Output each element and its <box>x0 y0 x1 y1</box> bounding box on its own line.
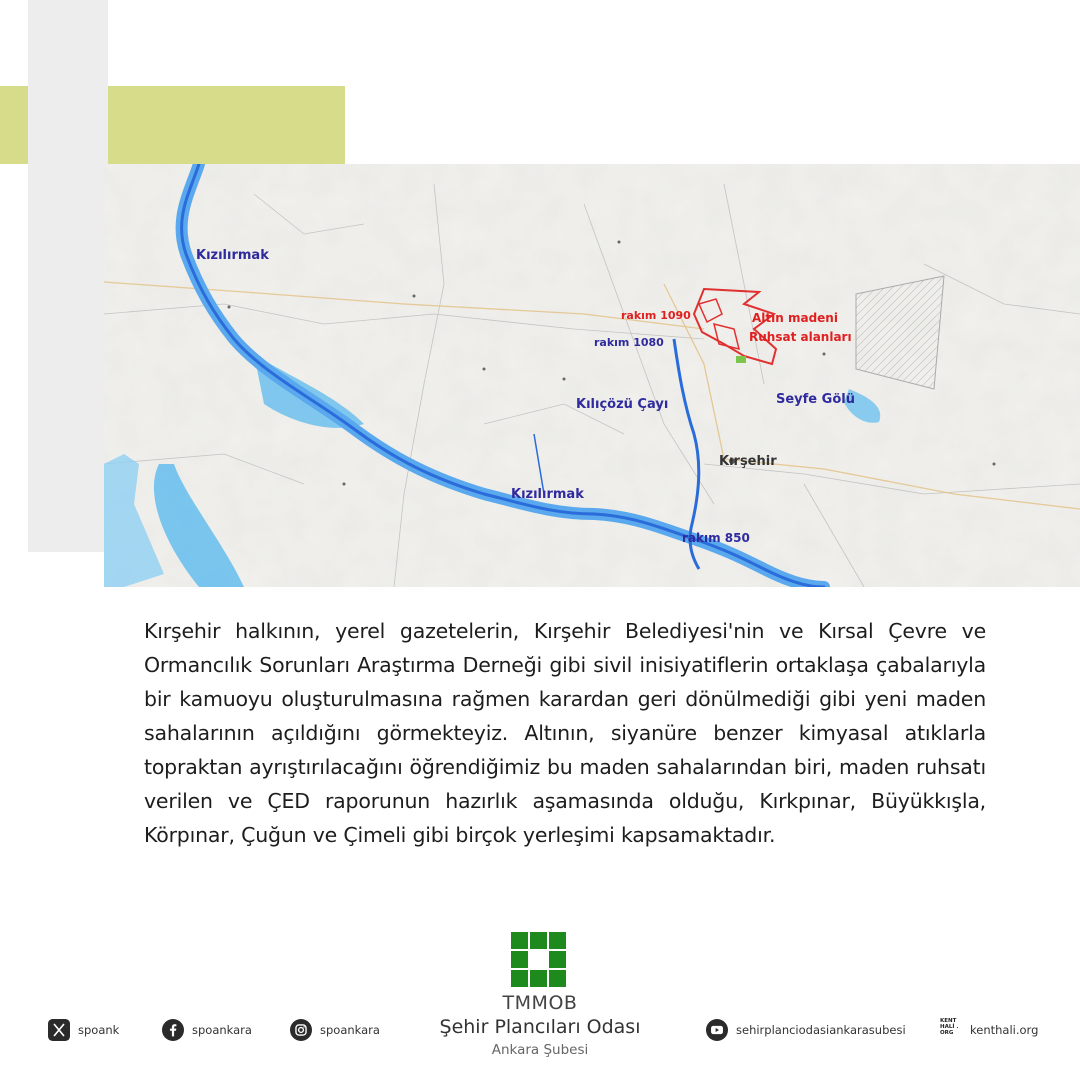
decor-grey-bar <box>28 0 108 552</box>
spo-logo-icon <box>511 932 566 987</box>
map-image <box>104 164 1080 587</box>
youtube-icon <box>706 1019 728 1041</box>
instagram-icon <box>290 1019 312 1041</box>
green-marker <box>736 356 746 363</box>
footer-x[interactable] <box>48 1018 119 1042</box>
label-rakim-1090: rakım 1090 <box>621 309 691 322</box>
tmmob-logo <box>420 932 660 1062</box>
logo-branch: Ankara Şubesi <box>491 1042 589 1058</box>
decor-green-block-left <box>0 86 28 164</box>
label-kizilirmak-top: Kızılırmak <box>196 248 269 263</box>
footer-youtube[interactable] <box>706 1018 906 1042</box>
label-kirsehir: Kırşehir <box>719 454 777 469</box>
label-seyfe-golu: Seyfe Gölü <box>776 392 855 407</box>
facebook-icon <box>162 1019 184 1041</box>
footer-website[interactable] <box>940 1018 1038 1042</box>
label-rakim-850: rakım 850 <box>682 531 750 545</box>
footer-youtube-handle: sehirplanciodasiankarasubesi <box>736 1023 906 1037</box>
footer-instagram-handle: spoankara <box>320 1023 380 1037</box>
label-kilicozu-cayi: Kılıçözü Çayı <box>576 397 669 412</box>
footer-facebook-handle: spoankara <box>192 1023 252 1037</box>
label-ruhsat-alanlari: Ruhsat alanları <box>749 330 852 344</box>
label-rakim-1080: rakım 1080 <box>594 336 664 349</box>
restricted-area <box>856 276 944 389</box>
map-svg <box>104 164 1080 587</box>
label-kizilirmak-bottom: Kızılırmak <box>511 487 584 502</box>
kenthali-logo-icon: KENT HALİ .ORG <box>940 1018 959 1036</box>
logo-org-name: Şehir Plancıları Odası <box>439 1016 641 1038</box>
decor-green-block-top <box>108 86 345 164</box>
footer-x-handle: spoank <box>78 1023 120 1037</box>
logo-tmmob: TMMOB <box>502 992 578 1014</box>
footer-facebook[interactable] <box>162 1018 252 1042</box>
body-paragraph: Kırşehir halkının, yerel gazetelerin, Kırşehir Belediyesi'nin ve Kırsal Çevre ve Ormancılık Sorunları Araştırma Derneği gibi sivil inisiyatiflerin ortaklaşa çabalarıyla bir kamuoyu oluşturulmasına rağmen karardan geri dönülmediği gibi yeni maden sahalarının açıldığını görmekteyiz. Altının, siyanüre benzer kimyasal atıklarla topraktan ayrıştırılacağını öğrendiğimiz bu maden sahalarından biri, maden ruhsatı verilen ve ÇED raporunun hazırlık aşamasında olduğu, Kırkpınar, Büyükkışla, Körpınar, Çuğun ve Çimeli gibi birçok yerleşimi kapsamaktadır. <box>144 619 986 847</box>
footer-website-text: kenthali.org <box>970 1023 1039 1037</box>
x-icon <box>48 1019 70 1041</box>
footer-instagram[interactable] <box>290 1018 380 1042</box>
label-altin-madeni: Altın madeni <box>752 311 838 325</box>
